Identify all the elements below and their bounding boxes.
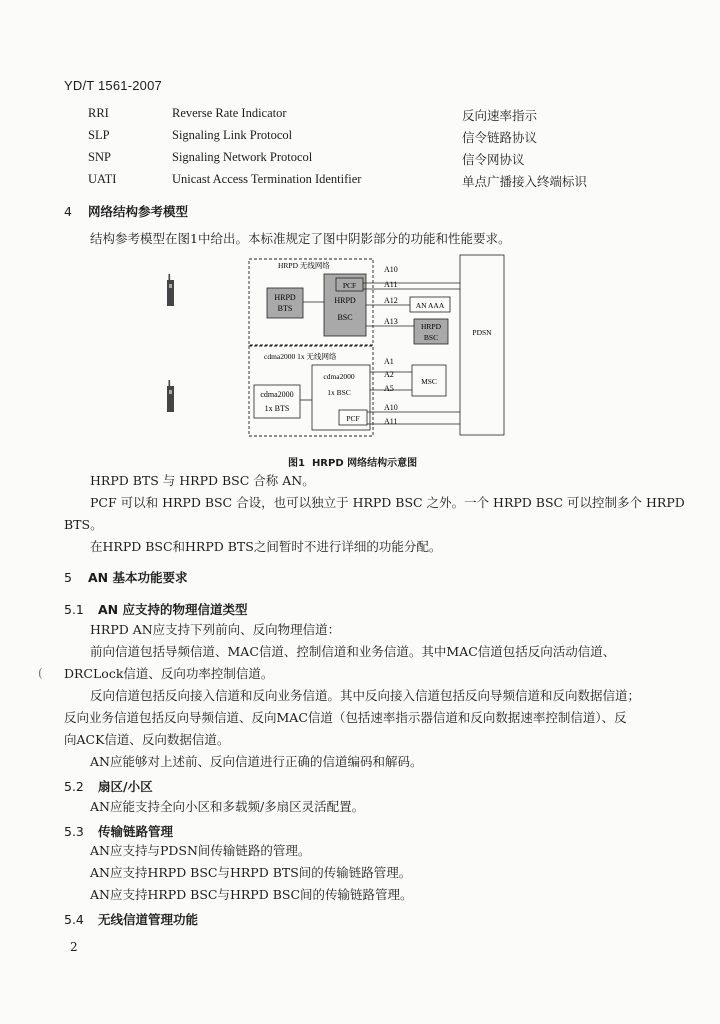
- an-aaa-label: AN AAA: [415, 301, 445, 310]
- abbr-english: Signaling Network Protocol: [172, 150, 313, 164]
- mobile-phone-icon: [167, 380, 174, 412]
- section-5-1-heading: [64, 600, 248, 618]
- caption-text: HRPD 网络结构示意图: [311, 458, 418, 469]
- paragraph-continuation: 向ACK信道、反向数据信道。: [64, 732, 230, 747]
- hrpd-network-label: HRPD 无线网络: [278, 261, 330, 270]
- paragraph: AN应支持HRPD BSC与HRPD BTS间的传输链路管理。: [90, 865, 412, 880]
- cdma-bsc-label: 1x BSC: [327, 388, 351, 397]
- abbr-chinese: 信令链路协议: [462, 130, 538, 145]
- section-4-heading: [64, 202, 188, 220]
- interface-label: A13: [384, 317, 398, 326]
- abbr-code: SLP: [88, 128, 110, 142]
- pcf-upper-label: PCF: [342, 281, 357, 290]
- paragraph: HRPD AN应支持下列前向、反向物理信道：: [90, 622, 341, 637]
- hrpd-bsc-peer-label: BSC: [423, 333, 439, 342]
- section-number: 4: [64, 204, 72, 219]
- network-architecture-figure: [140, 250, 520, 470]
- paragraph: AN应能够对上述前、反向信道进行正确的信道编码和解码。: [90, 754, 423, 769]
- paragraph: 反向信道包括反向接入信道和反向业务信道。其中反向接入信道包括反向导频信道和反向数据信道；: [90, 688, 641, 703]
- paragraph-continuation: DRCLock信道、反向功率控制信道。: [64, 666, 274, 681]
- pcf-lower-label: PCF: [346, 414, 360, 423]
- hrpd-bts-label: BTS: [277, 304, 293, 313]
- standard-id: YD/T 1561-2007: [64, 78, 162, 93]
- paragraph: AN应能支持全向小区和多载频/多扇区灵活配置。: [90, 799, 365, 814]
- hrpd-bsc-label: BSC: [337, 313, 353, 322]
- interface-label: A11: [384, 280, 398, 289]
- cdma-bts-label: cdma2000: [260, 390, 294, 399]
- section-number: 5.4: [64, 912, 84, 927]
- paragraph: HRPD BTS 与 HRPD BSC 合称 AN。: [90, 473, 315, 488]
- section-number: 5.3: [64, 824, 84, 839]
- interface-label: A10: [384, 265, 398, 274]
- abbr-code: RRI: [88, 106, 109, 120]
- section-number: 5: [64, 570, 72, 585]
- hrpd-bts-label: HRPD: [274, 293, 296, 302]
- paragraph: 前向信道包括导频信道、MAC信道、控制信道和业务信道。其中MAC信道包括反向活动信道、: [90, 644, 616, 659]
- abbr-chinese: 单点广播接入终端标识: [462, 174, 588, 189]
- paragraph: AN应支持与PDSN间传输链路的管理。: [90, 843, 311, 858]
- section-5-2-heading: [64, 777, 153, 795]
- abbr-chinese: 反向速率指示: [462, 108, 538, 123]
- abbreviation-row: [0, 128, 720, 148]
- section-title: AN 基本功能要求: [88, 570, 188, 585]
- section-5-3-heading: [64, 822, 173, 840]
- section-5-4-heading: [64, 910, 198, 928]
- abbr-english: Reverse Rate Indicator: [172, 106, 287, 120]
- paragraph: AN应支持HRPD BSC与HRPD BSC间的传输链路管理。: [90, 887, 413, 902]
- paragraph: PCF 可以和 HRPD BSC 合设，也可以独立于 HRPD BSC 之外。一个 HRPD BSC 可以控制多个 HRPD: [90, 495, 685, 510]
- abbr-chinese: 信令网协议: [462, 152, 525, 167]
- section-number: 5.1: [64, 602, 84, 617]
- section-title: 无线信道管理功能: [98, 912, 199, 927]
- interface-label: A2: [384, 370, 394, 379]
- interface-label: A12: [384, 296, 398, 305]
- cdma-bsc-label: cdma2000: [323, 372, 355, 381]
- hrpd-bsc-peer-label: HRPD: [420, 322, 442, 331]
- pdsn-label: PDSN: [472, 328, 492, 337]
- mobile-phone-icon: [167, 274, 174, 306]
- msc-label: MSC: [421, 377, 437, 386]
- abbreviation-row: [0, 106, 720, 126]
- interface-label: A1: [384, 357, 394, 366]
- abbreviation-row: [0, 150, 720, 170]
- interface-label: A11: [384, 417, 398, 426]
- pdsn-box: [460, 255, 504, 435]
- section-title: 网络结构参考模型: [88, 204, 189, 219]
- figure-caption: [288, 454, 417, 469]
- paragraph-continuation: 反向业务信道包括反向导频信道、反向MAC信道（包括速率指示器信道和反向数据速率控制信道）、反: [64, 710, 627, 725]
- hrpd-bsc-label: HRPD: [334, 296, 356, 305]
- paragraph: 在HRPD BSC和HRPD BTS之间暂时不进行详细的功能分配。: [90, 539, 442, 554]
- section-title: 传输链路管理: [98, 824, 174, 839]
- section-title: AN 应支持的物理信道类型: [98, 602, 248, 617]
- page-number: 2: [70, 940, 78, 954]
- section-title: 扇区/小区: [98, 779, 153, 794]
- paragraph-continuation: BTS。: [64, 517, 103, 532]
- abbr-code: SNP: [88, 150, 111, 164]
- caption-number: 图1: [288, 458, 305, 469]
- section-number: 5.2: [64, 779, 84, 794]
- interface-label: A10: [384, 403, 398, 412]
- abbr-english: Signaling Link Protocol: [172, 128, 293, 142]
- abbr-code: UATI: [88, 172, 117, 186]
- margin-mark: (: [38, 666, 43, 680]
- abbreviation-row: [0, 172, 720, 192]
- cdma-bts-label: 1x BTS: [264, 404, 290, 413]
- section-5-heading: [64, 568, 188, 586]
- cdma-network-label: cdma2000 1x 无线网络: [264, 352, 337, 361]
- section-4-intro: 结构参考模型在图1中给出。本标准规定了图中阴影部分的功能和性能要求。: [90, 231, 511, 246]
- abbr-english: Unicast Access Termination Identifier: [172, 172, 362, 186]
- interface-label: A5: [384, 384, 394, 393]
